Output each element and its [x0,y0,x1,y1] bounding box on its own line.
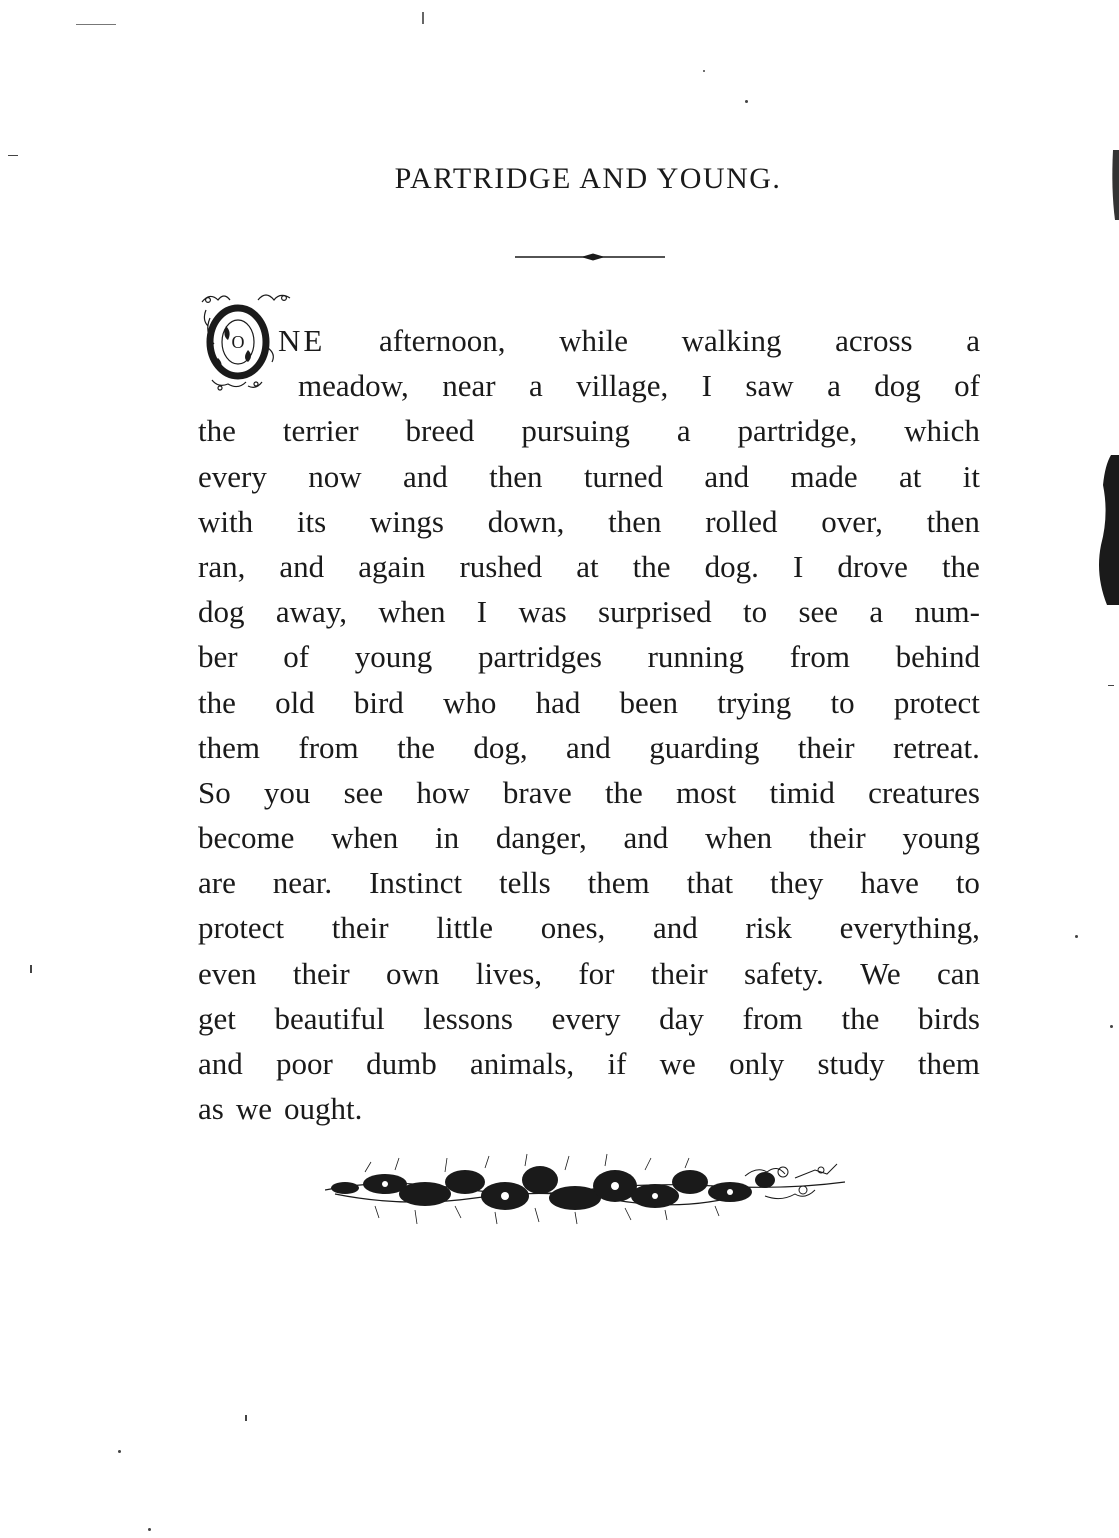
scan-speck [1075,935,1078,938]
text-line [198,499,980,544]
word: running [647,639,745,675]
text-line [198,1086,980,1131]
word: made [790,458,858,494]
word: of [954,368,980,404]
word: we [659,1046,696,1081]
word: when [704,820,773,856]
word: every [551,1000,621,1036]
word: the [841,1000,880,1036]
word: they [770,865,824,901]
word: dog [874,368,921,404]
word: we [235,1091,272,1127]
word: partridges [477,639,602,675]
word: pursuing [521,413,630,449]
word: dog [198,594,245,630]
word: across [835,323,913,358]
story-text [198,318,980,1131]
text-line [198,905,980,950]
word: Instinct [369,865,463,901]
dropcap-letter: O [231,332,245,352]
word: timid [769,774,835,810]
text-line [198,680,980,725]
word: the [632,548,671,584]
word: the [198,413,236,449]
word: a [869,594,884,630]
word: saw [745,368,794,404]
scan-speck [745,100,748,103]
word: their [797,729,855,765]
word: turned [583,458,664,494]
text-line [198,996,980,1041]
word: only [729,1046,785,1081]
word: ought. [283,1091,363,1127]
word: and [279,548,325,584]
word: protect [198,910,285,946]
word: most [675,774,737,810]
word: the [604,774,643,810]
word: from [298,729,359,765]
word: when [331,820,399,856]
word: lives, [475,955,543,991]
word: study [817,1046,885,1081]
word: the [397,729,435,765]
word: meadow, [298,368,409,404]
word: a [966,323,980,358]
word: over, [821,503,883,539]
scan-speck [118,1450,121,1453]
foliage-tailpiece-icon [325,1150,845,1232]
word: then [926,503,980,539]
word: guarding [649,729,760,765]
word: old [275,684,315,720]
word: have [860,865,919,901]
scan-speck [8,155,18,156]
word: every [198,458,267,494]
word: had [535,684,581,720]
word: protect [893,684,980,720]
word: terrier [282,413,359,449]
word: lessons [423,1000,513,1036]
word: which [904,413,980,449]
word: and [198,1046,243,1081]
word: down, [487,503,565,539]
word: to [830,684,855,720]
word: now [308,458,362,494]
word: partridge, [737,413,858,449]
word: young [354,639,433,675]
word: ber [198,639,238,675]
word: a [528,368,543,404]
word: ones, [540,910,606,946]
word: We [860,955,901,991]
word: them [587,865,650,901]
word: danger, [495,820,587,856]
text-line [198,589,980,634]
word: how [416,774,470,810]
word: birds [917,1000,980,1036]
word: So [198,774,231,810]
word: their [650,955,708,991]
word: when [378,594,446,630]
page-title: PARTRIDGE AND YOUNG. [394,162,782,195]
word: as [198,1091,224,1127]
scan-speck [422,12,424,24]
text-line [198,634,980,679]
text-line [198,770,980,815]
word: while [559,323,628,358]
text-line [198,725,980,770]
word: dumb [366,1046,437,1081]
word: been [619,684,679,720]
word: village, [576,368,669,404]
word: of [283,639,310,675]
word: near. [272,865,333,901]
ornamental-rule-icon [515,250,665,264]
word: everything, [839,910,980,946]
word: and [704,458,750,494]
word: are [198,865,236,901]
word: surprised [598,594,712,630]
word: drove [837,548,908,584]
word: them [917,1046,980,1081]
scan-speck [148,1528,151,1531]
word: their [331,910,389,946]
word: to [955,865,980,901]
word: it [962,458,980,494]
text-line [198,318,980,363]
word: I [476,594,488,630]
word: them [198,729,260,765]
word: num- [914,594,980,630]
word: away, [275,594,347,630]
word: rushed [459,548,543,584]
word: young [902,820,980,856]
word: their [292,955,350,991]
text-line [198,1041,980,1086]
word: that [686,865,734,901]
word: afternoon, [378,323,506,358]
word: retreat. [893,729,980,765]
word: breed [405,413,475,449]
word: its [296,503,327,539]
text-line [198,544,980,589]
word: a [676,413,691,449]
word: rolled [705,503,778,539]
word: was [518,594,567,630]
word: you [263,774,311,810]
word: trying [717,684,792,720]
text-line [198,860,980,905]
word: animals, [470,1046,575,1081]
word: near [442,368,496,404]
text-line [198,454,980,499]
word: behind [895,639,980,675]
word: see [343,774,384,810]
text-line [198,815,980,860]
word: get [198,1000,236,1036]
text-line [198,951,980,996]
word: I [701,368,712,404]
word: become [198,820,295,856]
word: risk [745,910,792,946]
word: to [742,594,768,630]
word: beautiful [274,1000,385,1036]
word: safety. [743,955,824,991]
word: NE [278,323,326,358]
word: dog, [473,729,528,765]
scan-speck [703,70,705,72]
binding-shadow-icon [1089,455,1119,605]
word: tells [499,865,551,901]
word: can [936,955,980,991]
word: creatures [868,774,980,810]
word: own [386,955,440,991]
word: and [402,458,448,494]
scan-speck [76,24,116,25]
word: and [623,820,669,856]
word: the [198,684,236,720]
text-line [198,363,980,408]
scan-speck [30,965,32,973]
word: in [435,820,460,856]
word: from [742,1000,803,1036]
word: even [198,955,257,991]
word: at [899,458,922,494]
scan-speck [1110,1025,1113,1028]
scan-speck [1108,685,1114,686]
word: and [566,729,611,765]
word: and [652,910,698,946]
word: brave [502,774,572,810]
word: see [798,594,839,630]
word: dog. [704,548,759,584]
word: wings [369,503,444,539]
word: day [659,1000,704,1036]
word: from [789,639,850,675]
word: ran, [198,548,246,584]
scan-speck [245,1415,247,1421]
word: then [608,503,662,539]
word: the [942,548,980,584]
word: little [436,910,494,946]
word: for [578,955,615,991]
word: walking [681,323,782,358]
word: if [607,1046,627,1081]
word: bird [353,684,404,720]
word: with [198,503,254,539]
word: their [808,820,866,856]
word: poor [276,1046,333,1081]
word: who [443,684,497,720]
text-line [198,408,980,453]
word: at [576,548,599,584]
word: a [827,368,841,404]
word: again [358,548,426,584]
word: I [792,548,804,584]
word: then [489,458,543,494]
